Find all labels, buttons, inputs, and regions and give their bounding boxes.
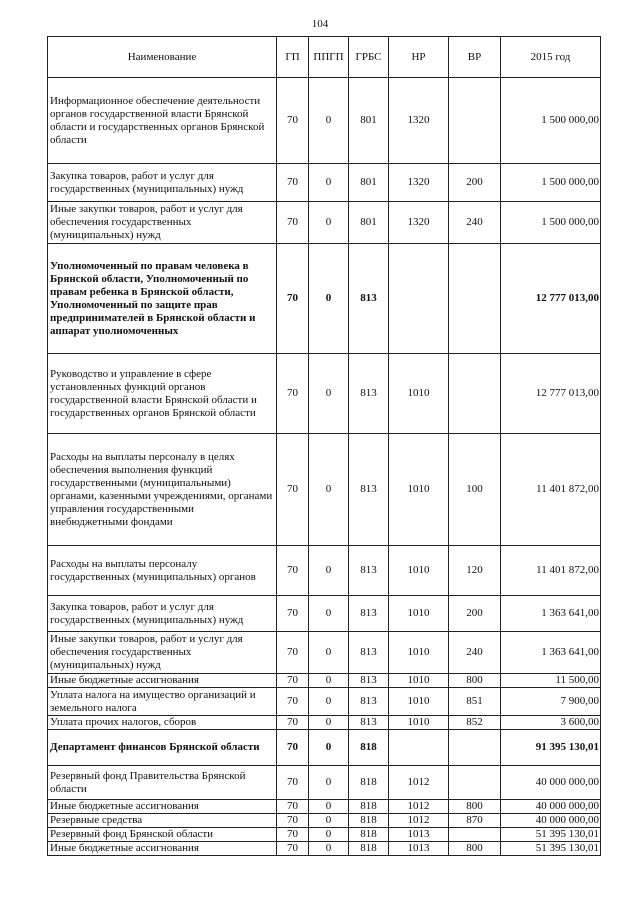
cell-name: Иные бюджетные ассигнования — [48, 800, 277, 814]
cell-gp: 70 — [277, 716, 309, 730]
table-row — [48, 434, 601, 546]
cell-vr — [449, 730, 501, 766]
table-row — [48, 716, 601, 730]
cell-nr: 1010 — [389, 632, 449, 674]
cell-grbs: 801 — [349, 202, 389, 244]
cell-grbs: 813 — [349, 674, 389, 688]
cell-grbs: 818 — [349, 766, 389, 800]
cell-grbs: 813 — [349, 244, 389, 354]
table-row — [48, 688, 601, 716]
cell-pgp: 0 — [309, 434, 349, 546]
cell-grbs: 801 — [349, 164, 389, 202]
cell-amount: 1 500 000,00 — [501, 78, 601, 164]
cell-gp: 70 — [277, 546, 309, 596]
cell-amount: 11 401 872,00 — [501, 434, 601, 546]
cell-vr: 200 — [449, 596, 501, 632]
cell-amount: 12 777 013,00 — [501, 354, 601, 434]
cell-amount: 40 000 000,00 — [501, 766, 601, 800]
cell-vr — [449, 244, 501, 354]
cell-nr: 1320 — [389, 78, 449, 164]
cell-nr: 1010 — [389, 434, 449, 546]
table-row — [48, 354, 601, 434]
table-row — [48, 244, 601, 354]
cell-nr: 1010 — [389, 688, 449, 716]
cell-vr — [449, 78, 501, 164]
cell-amount: 40 000 000,00 — [501, 800, 601, 814]
cell-pgp: 0 — [309, 546, 349, 596]
cell-nr: 1010 — [389, 354, 449, 434]
cell-gp: 70 — [277, 842, 309, 856]
cell-gp: 70 — [277, 596, 309, 632]
cell-pgp: 0 — [309, 688, 349, 716]
cell-amount: 11 401 872,00 — [501, 546, 601, 596]
cell-grbs: 813 — [349, 354, 389, 434]
table-row — [48, 596, 601, 632]
cell-amount: 11 500,00 — [501, 674, 601, 688]
cell-amount: 7 900,00 — [501, 688, 601, 716]
cell-vr: 120 — [449, 546, 501, 596]
cell-name: Иные закупки товаров, работ и услуг для обеспечения государственных (муниципальных) нужд — [48, 202, 277, 244]
cell-vr: 800 — [449, 842, 501, 856]
cell-name: Департамент финансов Брянской области — [48, 730, 277, 766]
cell-pgp: 0 — [309, 730, 349, 766]
cell-amount: 51 395 130,01 — [501, 842, 601, 856]
cell-vr — [449, 354, 501, 434]
cell-vr: 200 — [449, 164, 501, 202]
cell-name: Закупка товаров, работ и услуг для государственных (муниципальных) нужд — [48, 164, 277, 202]
cell-grbs: 813 — [349, 546, 389, 596]
table-row — [48, 164, 601, 202]
table-row — [48, 814, 601, 828]
table-row — [48, 730, 601, 766]
header-nr: НР — [389, 37, 449, 78]
cell-name: Расходы на выплаты персоналу в целях обеспечения выполнения функций государственными (муниципальными) органами, казенными учреждениями, органами управления государственными внебюджетными фондами — [48, 434, 277, 546]
cell-name: Уплата прочих налогов, сборов — [48, 716, 277, 730]
cell-grbs: 818 — [349, 842, 389, 856]
cell-pgp: 0 — [309, 766, 349, 800]
cell-nr: 1012 — [389, 800, 449, 814]
cell-nr: 1013 — [389, 842, 449, 856]
cell-amount: 1 363 641,00 — [501, 596, 601, 632]
cell-amount: 1 500 000,00 — [501, 164, 601, 202]
header-year: 2015 год — [501, 37, 601, 78]
table-row — [48, 202, 601, 244]
header-name: Наименование — [48, 37, 277, 78]
cell-amount: 1 363 641,00 — [501, 632, 601, 674]
cell-gp: 70 — [277, 78, 309, 164]
cell-gp: 70 — [277, 814, 309, 828]
cell-nr: 1012 — [389, 766, 449, 800]
cell-pgp: 0 — [309, 202, 349, 244]
cell-pgp: 0 — [309, 842, 349, 856]
table-row — [48, 828, 601, 842]
cell-pgp: 0 — [309, 800, 349, 814]
cell-name: Уплата налога на имущество организаций и земельного налога — [48, 688, 277, 716]
cell-amount: 51 395 130,01 — [501, 828, 601, 842]
cell-grbs: 813 — [349, 688, 389, 716]
cell-pgp: 0 — [309, 674, 349, 688]
cell-pgp: 0 — [309, 244, 349, 354]
cell-name: Информационное обеспечение деятельности органов государственной власти Брянской области и государственных органов Брянской области — [48, 78, 277, 164]
cell-nr: 1320 — [389, 202, 449, 244]
cell-gp: 70 — [277, 828, 309, 842]
cell-gp: 70 — [277, 688, 309, 716]
cell-vr: 800 — [449, 800, 501, 814]
cell-name: Резервный фонд Правительства Брянской области — [48, 766, 277, 800]
cell-amount: 40 000 000,00 — [501, 814, 601, 828]
cell-nr: 1010 — [389, 716, 449, 730]
cell-vr: 240 — [449, 632, 501, 674]
cell-grbs: 818 — [349, 814, 389, 828]
cell-vr: 240 — [449, 202, 501, 244]
cell-pgp: 0 — [309, 354, 349, 434]
header-grbs: ГРБС — [349, 37, 389, 78]
cell-name: Уполномоченный по правам человека в Брянской области, Уполномоченный по правам ребенка в Брянской области, Уполномоченный по защите прав предпринимателей в Брянской области и аппарат уполномоченных — [48, 244, 277, 354]
cell-grbs: 813 — [349, 596, 389, 632]
header-vr: ВР — [449, 37, 501, 78]
cell-grbs: 813 — [349, 632, 389, 674]
cell-nr — [389, 244, 449, 354]
cell-vr: 852 — [449, 716, 501, 730]
header-pgp: ППГП — [309, 37, 349, 78]
cell-pgp: 0 — [309, 78, 349, 164]
cell-pgp: 0 — [309, 814, 349, 828]
cell-gp: 70 — [277, 354, 309, 434]
cell-amount: 91 395 130,01 — [501, 730, 601, 766]
cell-gp: 70 — [277, 632, 309, 674]
budget-table — [47, 36, 601, 856]
cell-grbs: 801 — [349, 78, 389, 164]
cell-amount: 3 600,00 — [501, 716, 601, 730]
table-header-row — [48, 37, 601, 78]
table-row — [48, 632, 601, 674]
cell-gp: 70 — [277, 800, 309, 814]
cell-nr: 1010 — [389, 596, 449, 632]
cell-vr: 851 — [449, 688, 501, 716]
header-gp: ГП — [277, 37, 309, 78]
cell-grbs: 813 — [349, 434, 389, 546]
cell-grbs: 818 — [349, 800, 389, 814]
cell-vr: 800 — [449, 674, 501, 688]
cell-amount: 12 777 013,00 — [501, 244, 601, 354]
table-row — [48, 766, 601, 800]
table-row — [48, 800, 601, 814]
cell-pgp: 0 — [309, 632, 349, 674]
cell-gp: 70 — [277, 244, 309, 354]
cell-name: Резервные средства — [48, 814, 277, 828]
cell-name: Руководство и управление в сфере установленных функций органов государственной власти Брянской области и государственных органов Брянской области — [48, 354, 277, 434]
cell-grbs: 813 — [349, 716, 389, 730]
cell-gp: 70 — [277, 434, 309, 546]
cell-pgp: 0 — [309, 716, 349, 730]
cell-grbs: 818 — [349, 828, 389, 842]
cell-name: Закупка товаров, работ и услуг для государственных (муниципальных) нужд — [48, 596, 277, 632]
cell-nr: 1320 — [389, 164, 449, 202]
cell-nr — [389, 730, 449, 766]
cell-nr: 1013 — [389, 828, 449, 842]
cell-name: Резервный фонд Брянской области — [48, 828, 277, 842]
table-row — [48, 78, 601, 164]
cell-amount: 1 500 000,00 — [501, 202, 601, 244]
cell-vr: 870 — [449, 814, 501, 828]
cell-grbs: 818 — [349, 730, 389, 766]
cell-pgp: 0 — [309, 164, 349, 202]
cell-nr: 1012 — [389, 814, 449, 828]
cell-name: Иные бюджетные ассигнования — [48, 842, 277, 856]
page-number: 104 — [311, 18, 329, 30]
table-row — [48, 546, 601, 596]
cell-name: Иные закупки товаров, работ и услуг для обеспечения государственных (муниципальных) нужд — [48, 632, 277, 674]
cell-pgp: 0 — [309, 596, 349, 632]
cell-vr — [449, 766, 501, 800]
cell-gp: 70 — [277, 730, 309, 766]
cell-gp: 70 — [277, 674, 309, 688]
table-row — [48, 842, 601, 856]
table-row — [48, 674, 601, 688]
cell-nr: 1010 — [389, 546, 449, 596]
cell-name: Расходы на выплаты персоналу государственных (муниципальных) органов — [48, 546, 277, 596]
cell-name: Иные бюджетные ассигнования — [48, 674, 277, 688]
cell-pgp: 0 — [309, 828, 349, 842]
cell-gp: 70 — [277, 164, 309, 202]
cell-gp: 70 — [277, 766, 309, 800]
cell-gp: 70 — [277, 202, 309, 244]
cell-vr — [449, 828, 501, 842]
cell-vr: 100 — [449, 434, 501, 546]
cell-nr: 1010 — [389, 674, 449, 688]
